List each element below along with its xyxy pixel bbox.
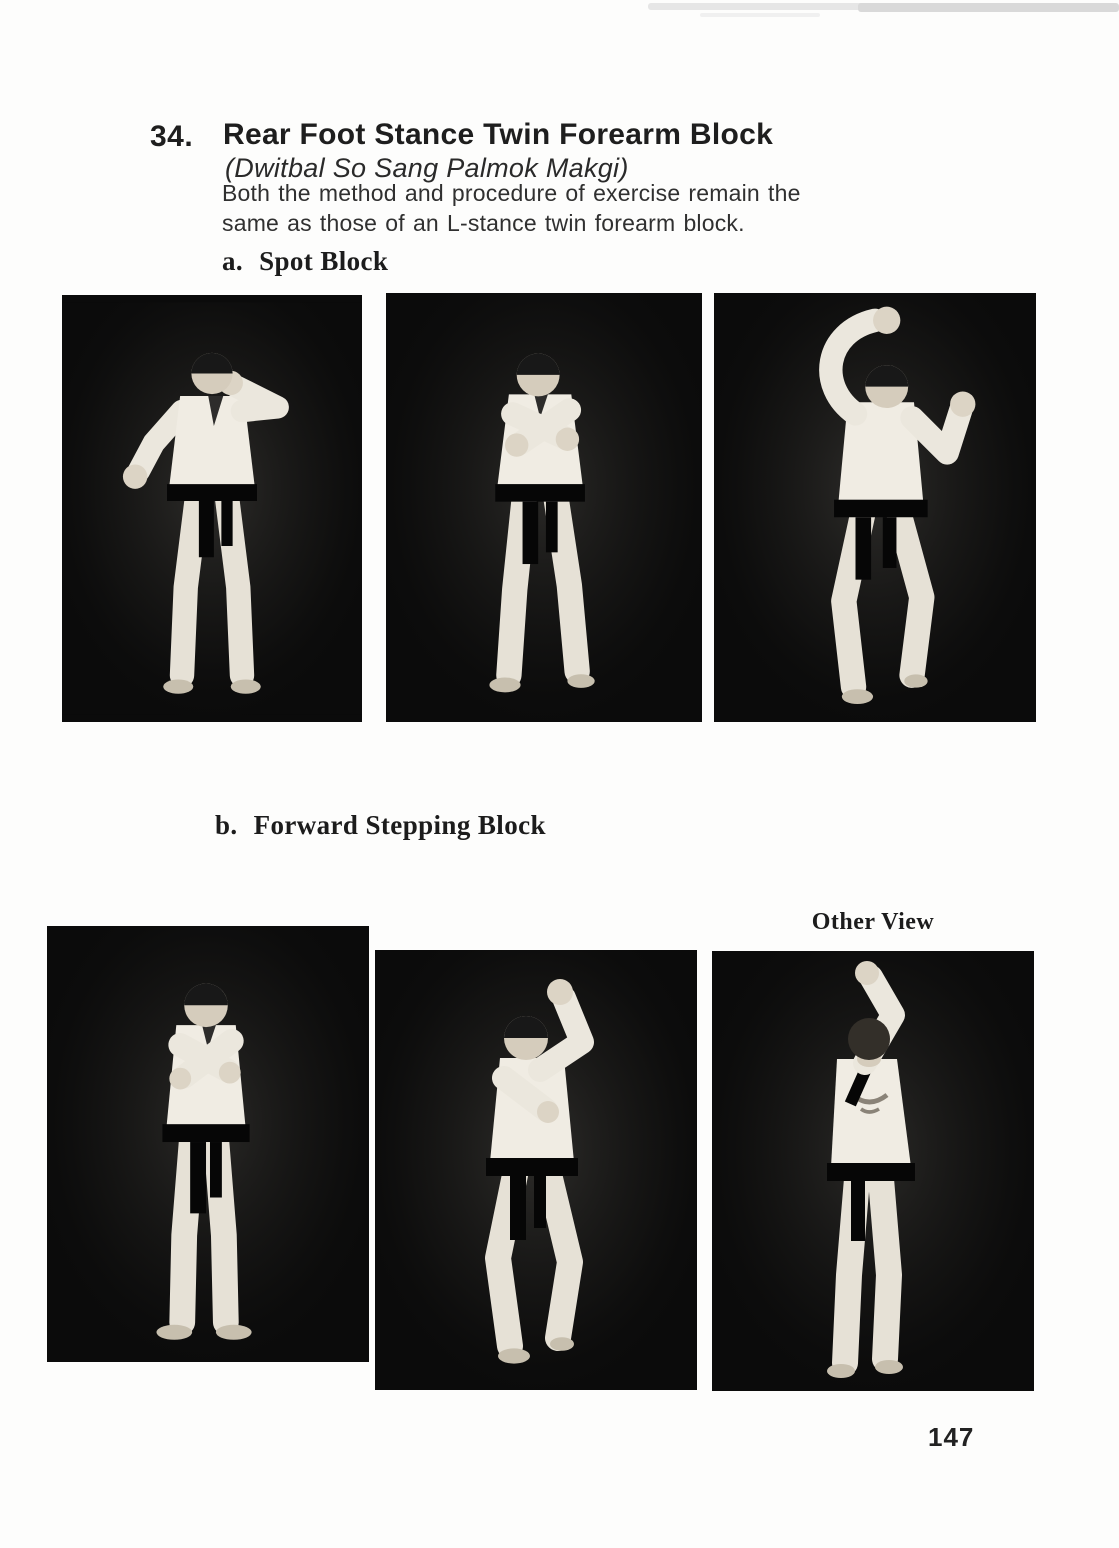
photo-spot-block-1 [62,295,362,722]
photo-forward-stepping-1 [47,926,369,1362]
description-line-1: Both the method and procedure of exercise remain the [222,180,801,206]
page-number: 147 [928,1422,975,1452]
technique-romanization: (Dwitbal So Sang Palmok Makgi) [225,153,629,183]
photo-spot-block-2 [386,293,702,722]
technique-description [222,179,832,238]
description-line-2: same as those of an L-stance twin forearm block. [222,209,745,236]
section-label: a. [222,246,244,276]
section-title: Spot Block [259,246,389,276]
figure-front-fist-at-chin [62,295,362,722]
photo-spot-block-3 [714,293,1036,722]
scan-streak [858,3,1119,12]
figure-twin-forearm-block-side [714,293,1036,722]
scan-streak [700,13,820,17]
section-title: Forward Stepping Block [253,810,546,840]
technique-title: Rear Foot Stance Twin Forearm Block [223,118,774,151]
section-heading-forward-stepping-block [215,810,546,841]
figure-stepping-block-side [375,950,697,1390]
section-heading-spot-block [222,246,388,277]
photo-forward-stepping-other-view [712,951,1034,1391]
photo-forward-stepping-2 [375,950,697,1390]
figure-standing-arms-folded [47,926,369,1362]
figure-arms-crossed [386,293,702,722]
technique-number: 34. [150,120,194,153]
other-view-label: Other View [811,909,935,935]
figure-block-rear-view [712,951,1034,1391]
section-label: b. [215,810,238,840]
